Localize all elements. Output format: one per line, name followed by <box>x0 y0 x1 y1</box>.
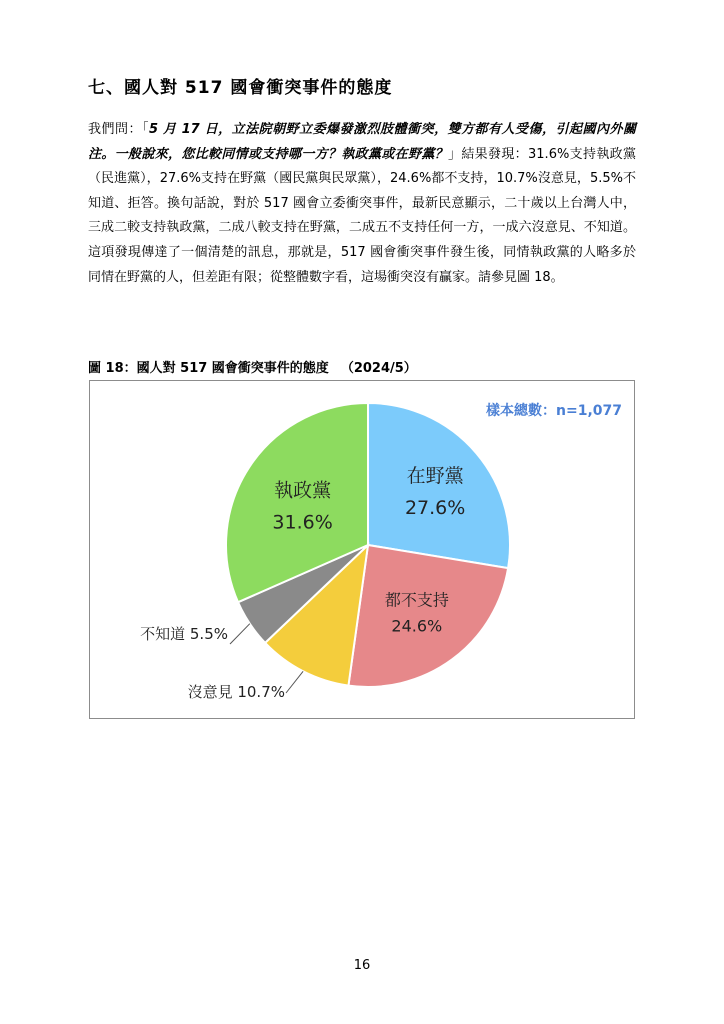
leader-line-2 <box>286 671 303 693</box>
pie-value-label-4: 31.6% <box>272 511 333 534</box>
sample-size-note: 樣本總數：n=1,077 <box>486 403 622 419</box>
outside-label-2: 沒意見 10.7% <box>187 683 285 701</box>
survey-question: 5 月 17 日，立法院朝野立委爆發激烈肢體衝突，雙方都有人受傷，引起國內外關注。一般說來，您比較同情或支持哪一方？執政黨或在野黨？ <box>88 122 636 162</box>
pie-label-4: 執政黨 <box>274 479 332 502</box>
page-number: 16 <box>353 958 371 973</box>
figure-caption <box>88 357 417 376</box>
chart-frame <box>89 380 635 719</box>
pie-chart <box>90 381 636 720</box>
body-paragraph <box>88 118 636 290</box>
section-title: 七、國人對 517 國會衝突事件的態度 <box>88 78 393 98</box>
pie-slices <box>226 403 510 687</box>
paragraph-body: 」結果發現：31.6%支持執政黨（民進黨），27.6%支持在野黨（國民黨與民眾黨），24.6%都不支持，10.7%沒意見，5.5%不知道、拒答。換句話說，對於 517 國會立委衝突事件，最新民意顯示，二十歲以上台灣人中，三成二較支持執政黨，二成八較支持在野黨，二成五不支持任何一方，一成六沒意見、不知道。這項發現傳達了一個清楚的訊息，那就是，517 國會衝突事件發生後，同情執政黨的人略多於同情在野黨的人，但差距有限；從整體數字看，這場衝突沒有贏家。請參見圖 18。 <box>88 146 636 285</box>
leader-line-3 <box>230 624 250 644</box>
paragraph-intro: 我們問：「 <box>88 122 149 137</box>
pie-value-label-1: 24.6% <box>391 616 443 636</box>
pie-value-label-0: 27.6% <box>404 497 466 520</box>
figure-caption-year: （2024/5） <box>340 361 417 376</box>
pie-label-0: 在野黨 <box>406 465 464 488</box>
pie-label-1: 都不支持 <box>384 590 449 610</box>
figure-caption-title: 圖 18：國人對 517 國會衝突事件的態度 <box>88 361 329 376</box>
outside-label-3: 不知道 5.5% <box>140 625 228 643</box>
